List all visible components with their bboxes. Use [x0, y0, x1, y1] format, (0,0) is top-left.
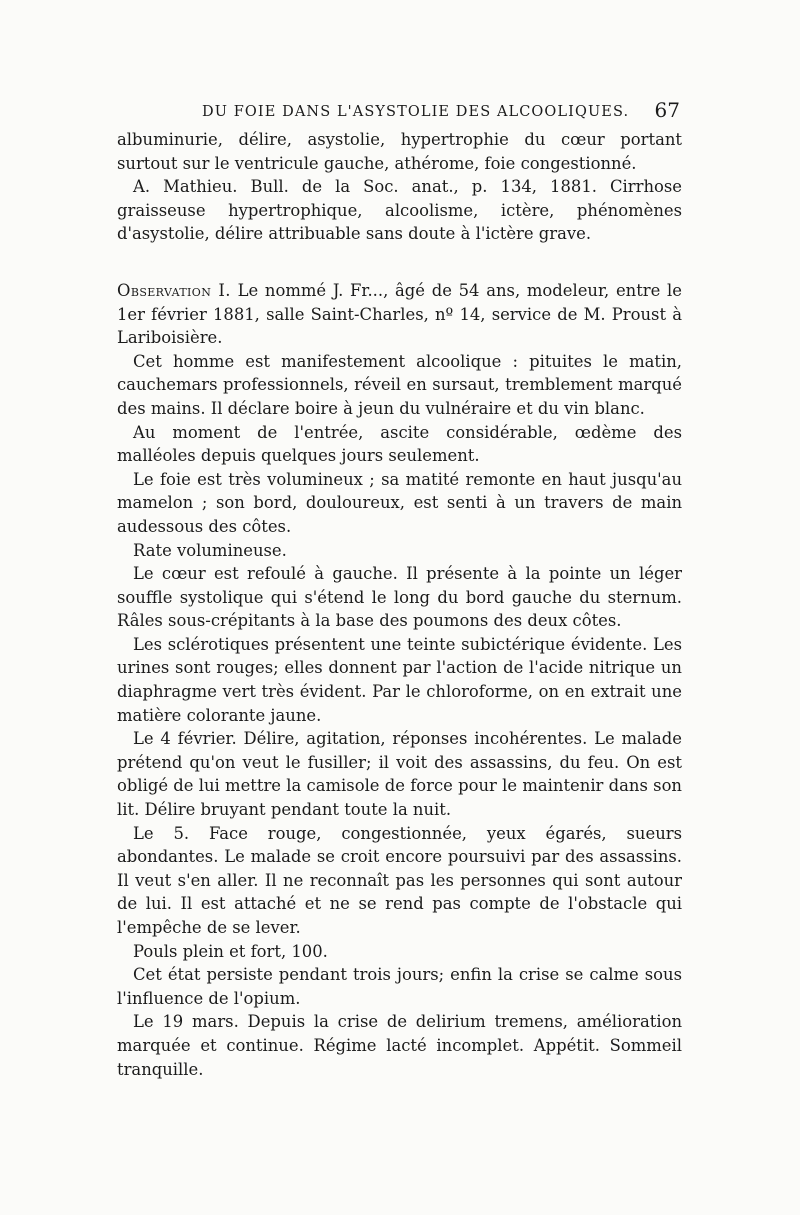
- paragraph: Les sclérotiques présentent une teinte subictérique évidente. Les urines sont rouges; elles donnent par l'action de l'acide nitrique un diaphragme vert très évident. Par le chloroforme, on en extrait une matière colorante jaune.: [117, 634, 682, 725]
- paragraph: Le 4 février. Délire, agitation, réponses incohérentes. Le malade prétend qu'on veut le fusiller; il voit des assassins, du feu. On est obligé de lui mettre la camisole de force pour le maintenir dans son lit. Délire bruyant pendant toute la nuit.: [117, 729, 682, 820]
- observation-text: Le nommé J. Fr..., âgé de 54 ans, modeleur, entre le 1er février 1881, salle Saint-Charles, nº 14, service de M. Proust à Lariboisière.: [117, 280, 682, 348]
- paragraph-reference: A. Mathieu. Bull. de la Soc. anat., p. 134, 1881. Cirrhose graisseuse hypertrophique, alcoolisme, ictère, phénomènes d'asystolie, délire attribuable sans doute à l'ictère grave.: [117, 177, 682, 244]
- paragraph-continued: albuminurie, délire, asystolie, hypertrophie du cœur portant surtout sur le ventricule gauche, athérome, foie congestionné.: [117, 130, 682, 173]
- paragraph: Cet état persiste pendant trois jours; enfin la crise se calme sous l'influence de l'opium.: [117, 965, 682, 1008]
- paragraph: Le cœur est refoulé à gauche. Il présente à la pointe un léger souffle systolique qui s'étend le long du bord gauche du sternum. Râles sous-crépitants à la base des poumons des deux côtes.: [117, 564, 682, 631]
- body-text: [117, 128, 682, 1081]
- paragraph: Le 5. Face rouge, congestionnée, yeux égarés, sueurs abondantes. Le malade se croit encore poursuivi par des assassins. Il veut s'en aller. Il ne reconnaît pas les personnes qui sont autour de lui. Il est attaché et ne se rend pas compte de l'obstacle qui l'empêche de se lever.: [117, 823, 682, 937]
- page-number: 67: [654, 98, 680, 122]
- paragraph: Au moment de l'entrée, ascite considérable, œdème des malléoles depuis quelques jours seulement.: [117, 422, 682, 466]
- paragraph: Le foie est très volumineux ; sa matité remonte en haut jusqu'au mamelon ; son bord, douloureux, est senti à un travers de main audessous des côtes.: [117, 469, 682, 536]
- observation-paragraph: [117, 279, 682, 350]
- paragraph: Cet homme est manifestement alcoolique : pituites le matin, cauchemars professionnels, réveil en sursaut, tremblement marqué des mains. Il déclare boire à jeun du vulnéraire et du vin blanc.: [117, 351, 682, 418]
- running-title: DU FOIE DANS L'ASYSTOLIE DES ALCOOLIQUES.: [202, 104, 630, 120]
- observation-label: Observation I.: [117, 280, 231, 300]
- running-head: [117, 98, 680, 128]
- paragraph: Rate volumineuse.: [133, 540, 287, 560]
- paragraph: Le 19 mars. Depuis la crise de delirium tremens, amélioration marquée et continue. Régime lacté incomplet. Appétit. Sommeil tranquille.: [117, 1012, 682, 1079]
- paragraph: Pouls plein et fort, 100.: [133, 941, 328, 961]
